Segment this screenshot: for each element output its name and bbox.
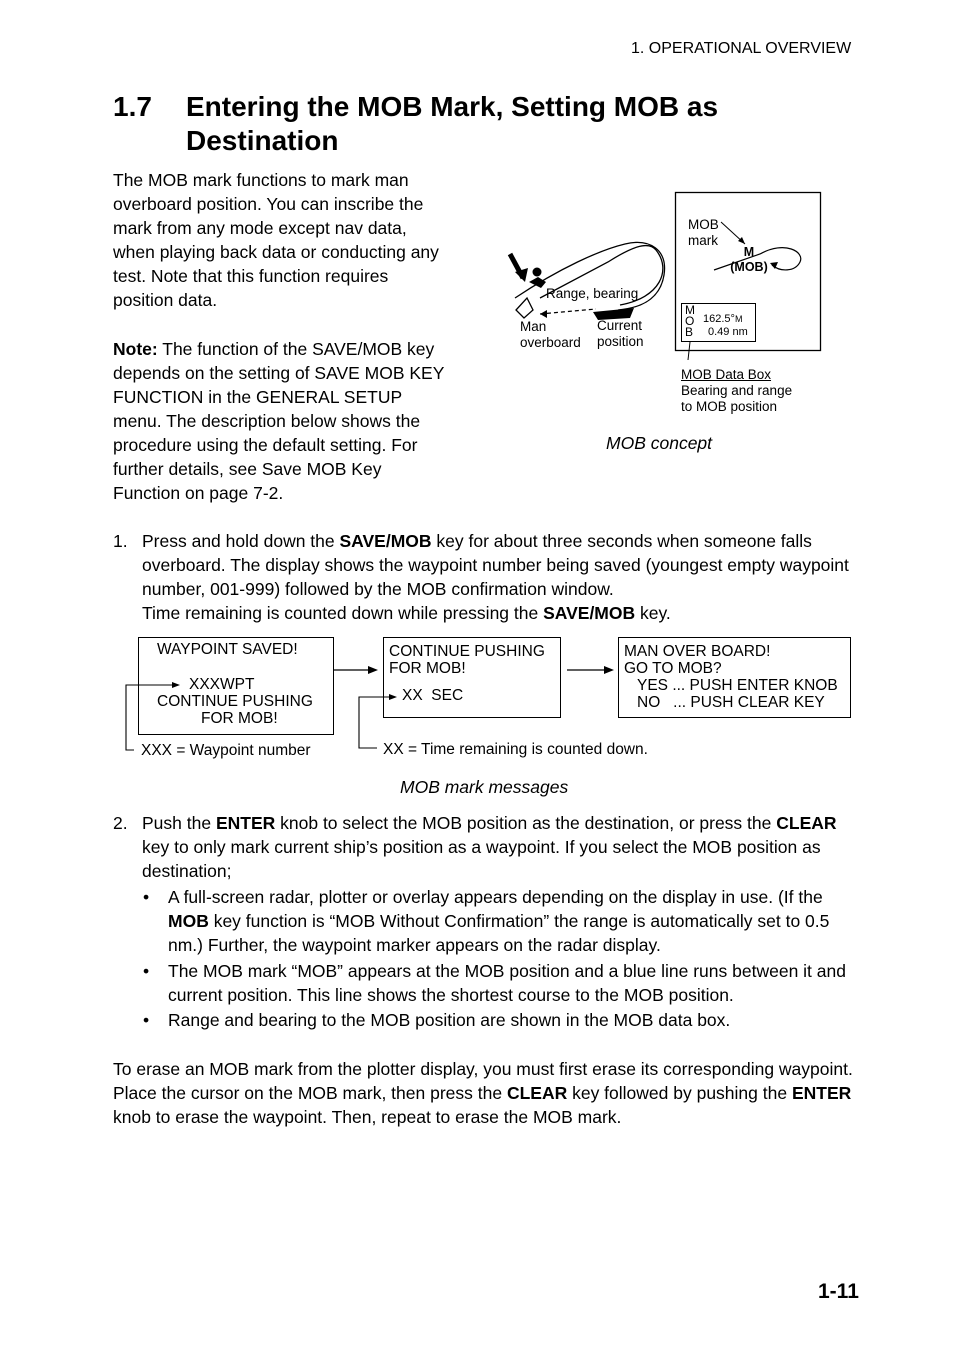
databox-title: MOB Data Box <box>681 367 772 382</box>
step-1-text: Press and hold down the SAVE/MOB key for about three seconds when someone falls overboard. The display shows the waypoint number being saved (youngest empty waypoint number, 001-999) followed by the MOB confirmation window. Time remaining is counted down while pressing the SAVE/MOB key. <box>142 531 849 623</box>
mob-concept-figure <box>0 0 954 480</box>
step-1 <box>113 529 863 629</box>
mob-vertical-letters: M O B <box>685 303 695 339</box>
bullet-item: • A full-screen radar, plotter or overlay appears depending on the display in use. (If the MOB key function is “MOB Without Confirmation” the range is automatically set to 0.5 nm.) Further, the waypoint marker appears on the radar display. <box>143 887 830 955</box>
bullet-item: • The MOB mark “MOB” appears at the MOB position and a blue line runs between it and current position. This line shows the shortest course to the MOB position. <box>143 961 846 1005</box>
bearing-readout: 162.5°M <box>703 313 743 325</box>
man-overboard-confirm-box: MAN OVER BOARD! GO TO MOB? YES ... PUSH ENTER KNOB NO ... PUSH CLEAR KEY <box>618 637 851 718</box>
mob-concept-drawing <box>0 0 954 480</box>
databox-description: Bearing and range to MOB position <box>681 383 793 414</box>
erase-paragraph: To erase an MOB mark from the plotter display, you must first erase its corresponding waypoint. Place the cursor on the MOB mark, then press the CLEAR key followed by pushing the ENTER knob to erase the waypoint. Then, repeat to erase the MOB mark. <box>113 1059 853 1127</box>
range-bearing-line <box>540 309 596 314</box>
section-number: 1.7 <box>113 91 152 122</box>
bullet-item: • Range and bearing to the MOB position are shown in the MOB data box. <box>143 1010 731 1030</box>
figure1-caption: MOB concept <box>606 433 713 453</box>
step-2-text: Push the ENTER knob to select the MOB position as the destination, or press the CLEAR key to only mark current ship’s position as a waypoint. If you select the MOB position as destination; <box>142 813 837 881</box>
page-number: 1-11 <box>818 1280 859 1303</box>
section-title-text: Entering the MOB Mark, Setting MOB as Destination <box>186 91 719 156</box>
current-position-label: Current position <box>597 318 644 349</box>
continue-pushing-box: CONTINUE PUSHING FOR MOB! XX SEC <box>383 637 561 718</box>
mob-mark-symbol: M (MOB) <box>730 245 768 274</box>
mob-mark-label: MOB mark <box>688 217 719 248</box>
step-number: 2. <box>113 813 128 833</box>
intro-paragraph: The MOB mark functions to mark man overboard position. You can inscribe the mark from any mode except nav data, when playing back data or conducting any test. Note that this function requires position data. <box>113 170 439 310</box>
mob-messages-figure <box>0 630 954 800</box>
range-readout: 0.49 nm <box>708 326 748 338</box>
step-2 <box>113 811 863 885</box>
running-header: 1. OPERATIONAL OVERVIEW <box>631 40 852 57</box>
note-label: Note: <box>113 339 158 359</box>
waypoint-marker-icon <box>516 298 533 318</box>
step-number: 1. <box>113 531 128 551</box>
waypoint-saved-box: WAYPOINT SAVED! XXXWPT CONTINUE PUSHING FOR MOB! <box>138 637 334 735</box>
legend-waypoint-number: XXX = Waypoint number <box>141 742 311 759</box>
note-text: The function of the SAVE/MOB key depends on the setting of SAVE MOB KEY FUNCTION in the GENERAL SETUP menu. The description below shows the procedure using the default setting. For further details, see Save MOB Key Function on page 7-2. <box>113 339 445 503</box>
legend-time-remaining: XX = Time remaining is counted down. <box>383 741 648 758</box>
range-bearing-label: Range, bearing <box>546 286 639 301</box>
figure2-caption: MOB mark messages <box>400 777 569 797</box>
man-overboard-label: Man overboard <box>520 319 581 350</box>
